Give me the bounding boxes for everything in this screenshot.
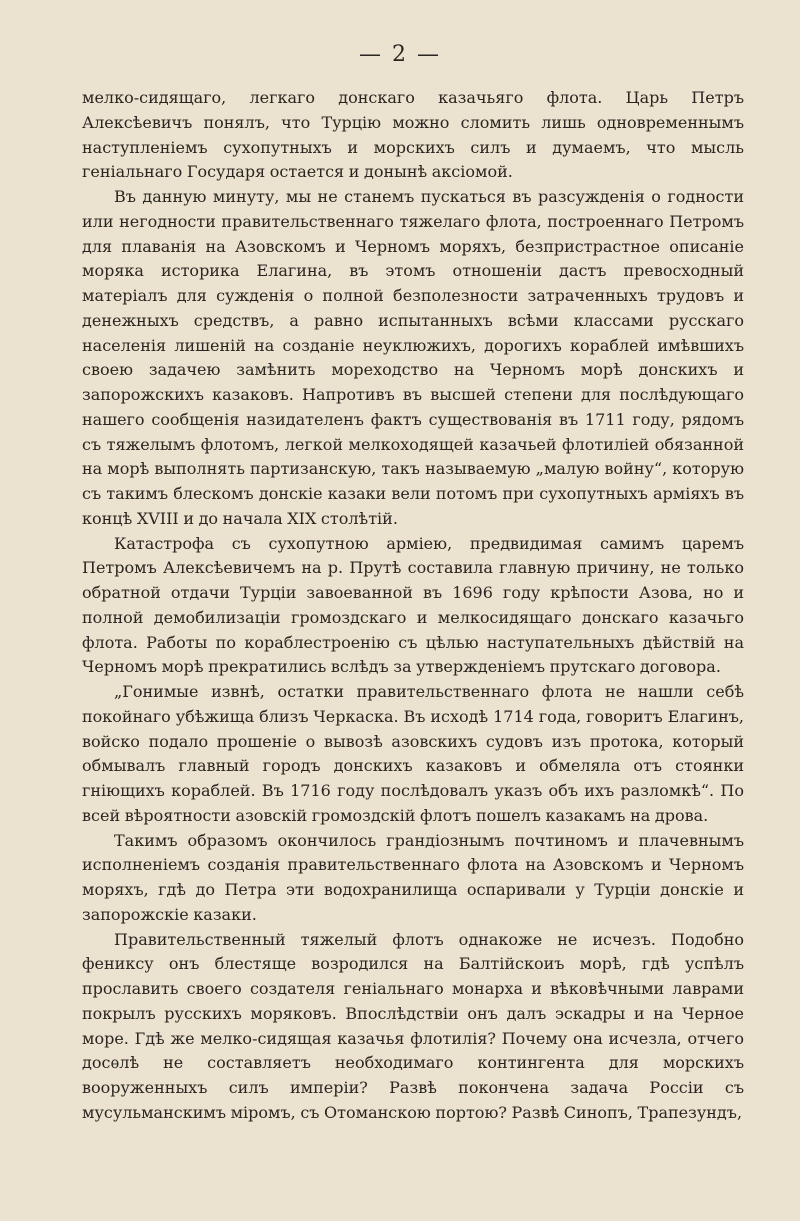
body-text (82, 86, 744, 1126)
paragraph-1: мелко-сидящаго, легкаго донскаго казачьяго флота. Царь Петръ Алексѣевичъ понялъ, что Турцію можно сломить лишь одновременнымъ наступленіемъ сухопутныхъ и морскихъ силъ и думаемъ, что мысль геніальнаго Государя остается и донынѣ аксіомой. (82, 88, 744, 182)
page-number: — 2 — (359, 42, 441, 67)
paragraph-4: „Гонимые извнѣ, остатки правительственнаго флота не нашли себѣ покойнаго убѣжища близъ Черкаска. Въ исходѣ 1714 года, говоритъ Елагинъ, войско подало прошеніе о вывозѣ азовскихъ судовъ изъ протока, который обмывалъ главный городъ донскихъ казаковъ и обмеляла отъ стоянки гніющихъ кораблей. Въ 1716 году послѣдовалъ указъ объ ихъ разломкѣ“. По всей вѣроятности азовскій громоздскій флотъ пошелъ казакамъ на дрова. (82, 682, 744, 825)
paragraph-6: Правительственный тяжелый флотъ однакоже не исчезъ. Подобно фениксу онъ блестяще возродился на Балтійскоиъ морѣ, гдѣ успѣлъ прославить своего создателя геніальнаго монарха и вѣковѣчными лаврами покрылъ русскихъ моряковъ. Впослѣдствіи онъ далъ эскадры и на Черное море. Гдѣ же мелко-сидящая казачья флотилія? Почему она исчезла, отчего досѳлѣ не составляетъ необходимаго контингента для морскихъ вооруженныхъ силъ имперіи? Развѣ покончена задача Россіи съ мусульманскимъ міромъ, съ Отоманскою портою? Развѣ Синопъ, Трапезундъ, (82, 929, 744, 1122)
paragraph-3: Катастрофа съ сухопутною арміею, предвидимая самимъ царемъ Петромъ Алексѣевичемъ на р. Прутѣ составила главную причину, не только обратной отдачи Турціи завоеванной въ 1696 году крѣпости Азова, но и полной демобилизаціи громоздскаго и мелкосидящаго донскаго казачьго флота. Работы по кораблестроенію съ цѣлью наступательныхъ дѣйствій на Черномъ морѣ прекратились вслѣдъ за утвержденіемъ прутскаго договора. (82, 533, 744, 677)
paragraph-5: Такимъ образомъ окончилось грандіознымъ почтиномъ и плачевнымъ исполненіемъ созданія правительственнаго флота на Азовскомъ и Черномъ моряхъ, гдѣ до Петра эти водохранилища оспаривали у Турціи донскіе и запорожскіе казаки. (82, 830, 744, 924)
paragraph-2: Въ данную минуту, мы не станемъ пускаться въ разсужденія о годности или негодности правительственнаго тяжелаго флота, построеннаго Петромъ для плаванія на Азовскомъ и Черномъ моряхъ, безпристрастное описаніе моряка историка Елагина, въ этомъ отношеніи дастъ превосходный матеріалъ для сужденія о полной безполезности затраченныхъ трудовъ и денежныхъ средствъ, а равно испытанныхъ всѣми классами русскаго населенія лишеній на созданіе неуклюжихъ, дорогихъ кораблей имѣвшихъ своею задачею замѣнить мореходство на Черномъ морѣ донскихъ и запорожскихъ казаковъ. Напротивъ въ высшей степени для послѣдующаго нашего сообщенія назидателенъ фактъ существованія въ 1711 году, рядомъ съ тяжелымъ флотомъ, легкой мелкоходящей казачьей флотиліей обязанной на морѣ выполнять партизанскую, такъ называемую „малую войну“, которую съ такимъ блескомъ донскіе казаки вели потомъ при сухопутныхъ арміяхъ въ концѣ XVIII и до начала XIX столѣтій. (82, 187, 744, 528)
